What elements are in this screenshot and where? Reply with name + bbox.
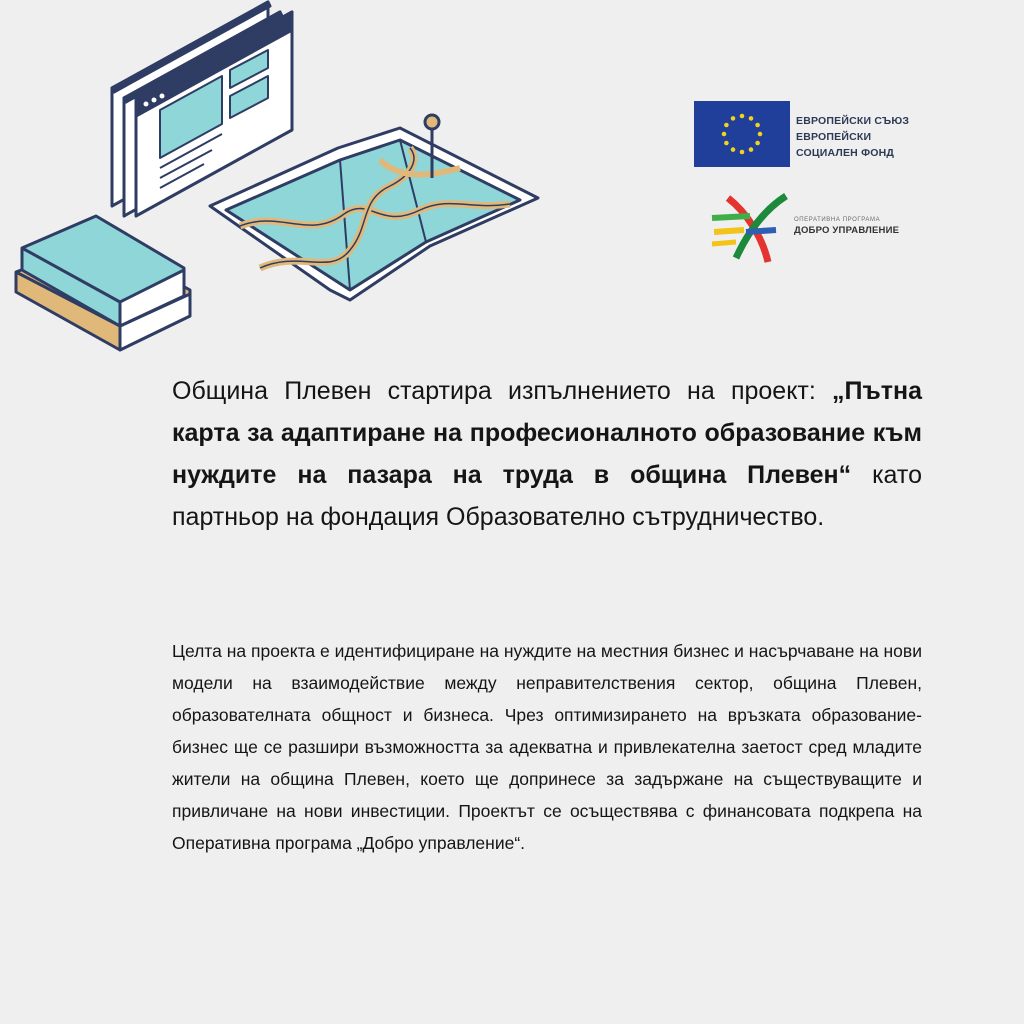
headline bbox=[172, 370, 922, 538]
op-big-text: ДОБРО УПРАВЛЕНИЕ bbox=[794, 224, 900, 236]
books-icon bbox=[16, 216, 190, 350]
eu-line-2: ЕВРОПЕЙСКИ bbox=[796, 131, 872, 143]
eu-line-1: ЕВРОПЕЙСКИ СЪЮЗ bbox=[796, 115, 910, 127]
eu-logo-text bbox=[796, 113, 909, 161]
op-good-governance-mark-icon bbox=[706, 192, 794, 264]
headline-intro: Община Плевен стартира изпълнението на проект: bbox=[172, 377, 833, 405]
op-logo bbox=[706, 192, 899, 264]
map-illustration bbox=[0, 0, 560, 360]
eu-line-3: СОЦИАЛЕН ФОНД bbox=[796, 147, 895, 159]
op-small-text: ОПЕРАТИВНА ПРОГРАМА bbox=[794, 216, 881, 223]
op-logo-text bbox=[794, 217, 899, 236]
headline-outro: като партньор на фондация Образователно сътрудничество. bbox=[172, 461, 922, 531]
body-paragraph: Целта на проекта е идентифициране на нуждите на местния бизнес и насърчаване на нови модели на взаимодействие между неправителствения сектор, община Плевен, образователната общност и бизнеса. Чрез оптимизирането на връзката образование-бизнес ще се разшири възможността за адекватна и привлекателна заетост сред младите жители на община Плевен, което ще допринесе за задържане на съществуващите и привличане на нови инвестиции. Проектът се осъществява с финансовата подкрепа на Оперативна програма „Добро управление“. bbox=[172, 641, 922, 853]
project-title: „Пътна карта за адаптиране на професионалното образование към нуждите на пазара на труда в община Плевен“ bbox=[172, 377, 922, 489]
eu-flag-icon bbox=[694, 101, 790, 167]
eu-logo bbox=[694, 101, 909, 167]
